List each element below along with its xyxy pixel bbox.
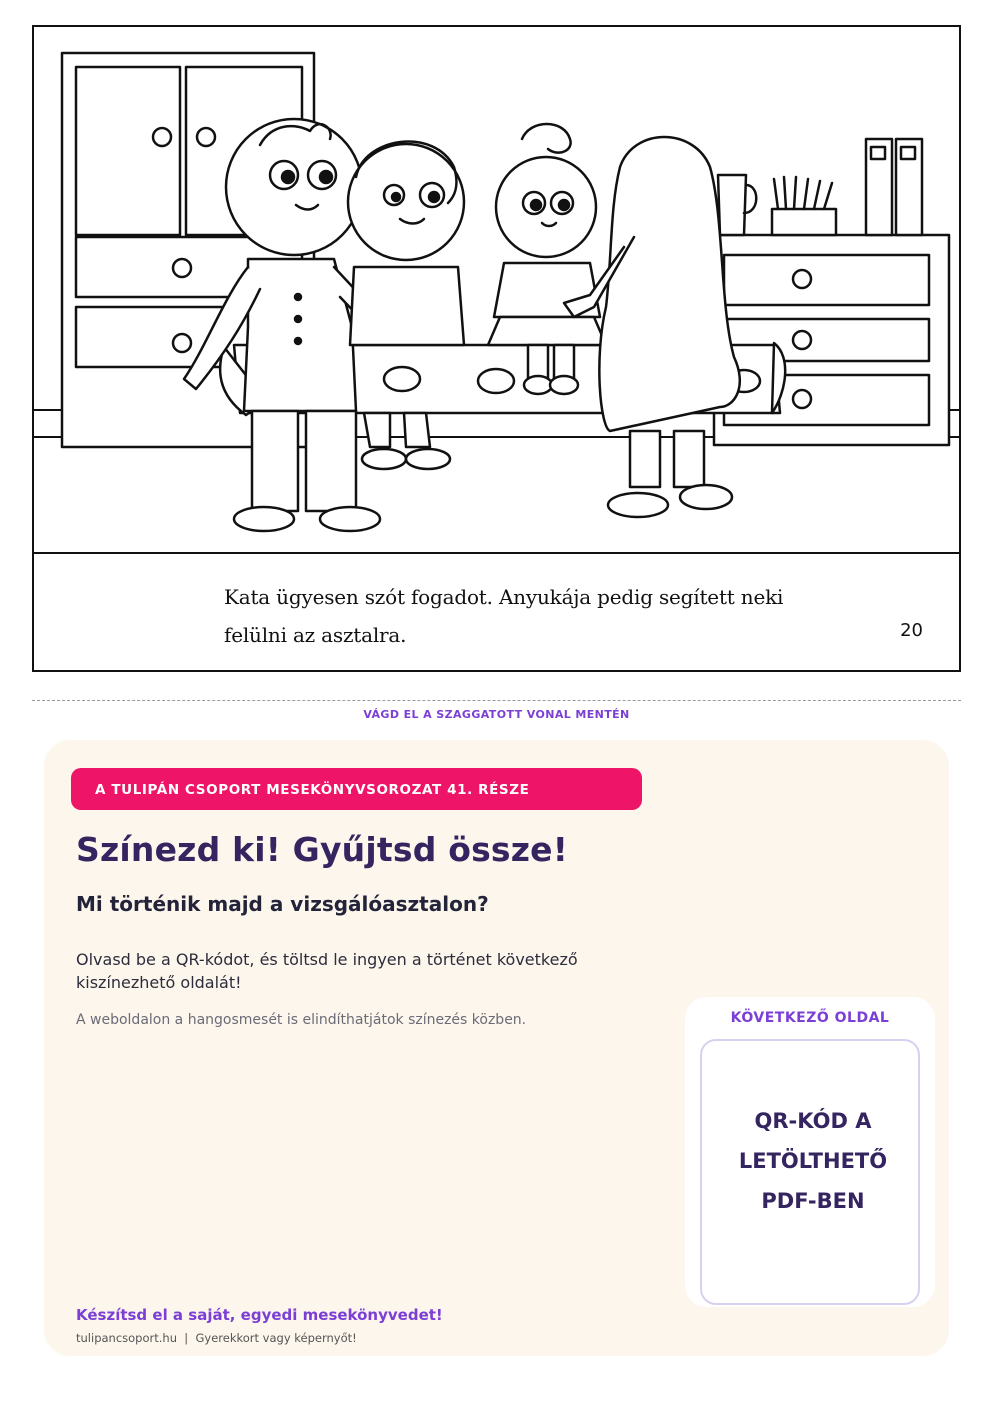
page-number: 20 (900, 620, 923, 641)
series-banner: A TULIPÁN CSOPORT MESEKÖNYVSOROZAT 41. RÉSZE (71, 768, 642, 810)
page-title: Színezd ki! Gyűjtsd össze! (76, 830, 568, 869)
qr-placeholder-text: QR-KÓD A LETÖLTHETŐ PDF-BEN (738, 1109, 888, 1213)
qr-card-title: KÖVETKEZŐ OLDAL (730, 1010, 890, 1026)
footer-cta: Készítsd el a saját, egyedi mesekönyvedet! (76, 1306, 443, 1324)
qr-code-placeholder[interactable] (700, 1039, 920, 1305)
story-page (32, 25, 961, 672)
qr-card (685, 997, 935, 1307)
footer-info (76, 1331, 357, 1345)
footer-slogan: Gyerekkort vagy képernyőt! (195, 1331, 357, 1345)
character-doctor (348, 142, 464, 469)
cut-line (32, 700, 961, 701)
promo-panel (44, 740, 949, 1356)
cut-instruction: VÁGD EL A SZAGGATOTT VONAL MENTÉN (363, 708, 630, 721)
story-caption (224, 578, 824, 654)
subtitle: Mi történik majd a vizsgálóasztalon? (76, 892, 489, 916)
coloring-illustration (34, 27, 959, 552)
footer-separator: | (184, 1331, 189, 1345)
note-text: A weboldalon a hangosmesét is elindíthatjátok színezés közben. (76, 1012, 527, 1028)
footer-site-link[interactable]: tulipancsoport.hu (76, 1331, 177, 1345)
body-text: Olvasd be a QR-kódot, és töltsd le ingyen a történet következő kiszínezhető oldalát! (76, 950, 578, 992)
caption-line-1: Kata ügyesen szót fogadot. Anyukája pedig segített neki (224, 585, 784, 609)
caption-area (34, 552, 959, 672)
caption-line-2: felülni az asztalra. (224, 623, 407, 647)
